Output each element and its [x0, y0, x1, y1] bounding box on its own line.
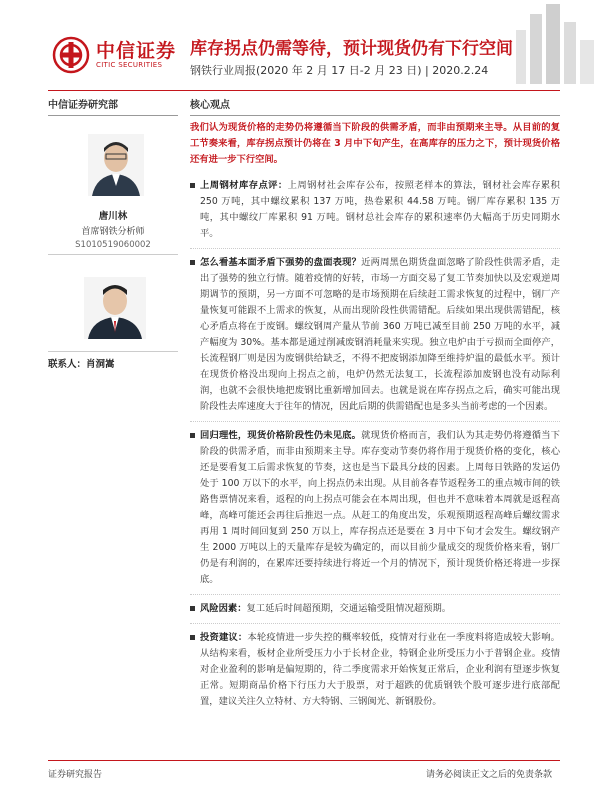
bullet-icon: [190, 183, 195, 188]
core-view-text: 我们认为现货价格的走势仍将遵循当下阶段的供需矛盾，而非由预期来主导。从目前的复工节奏来看，库存拐点预计仍将在 3 月中下旬产生，在高库存的压力之下，预计现货价格还有进一步下行空间。: [190, 122, 560, 165]
section-body: 就现货价格而言，我们认为其走势仍将遵循当下阶段的供需矛盾，而非由预期来主导。库存变动节奏仍将作用于现货价格的变化，核心还是要看复工后需求恢复的节奏，这也是当下最具分歧的因素。上周每日铁路的发运仍处于 100 万以下的水平，向上拐点仍未出现。从目前各春节返程务工的重点城市间的铁路售票情况来看，返程的向上拐点可能会在本周出现，但也并不意味着本周就是返程高峰，高峰可能还会再往后推迟一点。从赶工的角度出发，乐观预期返程高峰后螺纹需求再用 1 周时间回复到 250 万以上，库存拐点还是要在 3 月中下旬才会发生。螺纹钢产生 2000 万吨以上的天量库存是较为确定的，而以目前少量成交的现货价格来看，钢厂仍是有利润的，在累库还要持续进行将近一个月的情况下，预计现货价格还将进一步探底。: [200, 430, 560, 585]
section-inventory-review: [190, 178, 560, 242]
header-city-graphic: [508, 0, 600, 84]
footer-divider: [48, 760, 560, 761]
section-body: 本轮疫情进一步失控的概率较低，疫情对行业在一季度料将造成较大影响。从结构来看，板材企业所受压力小于长材企业，特钢企业所受压力小于普钢企业。疫情对企业盈利的影响是偏短期的，待二季度需求开始恢复正常后，企业利润有望逐步恢复正常。短期商品价格下行压力大于股票，对于超跌的优质钢铁个股可逐步进行底部配置，建议关注久立特材、方大特钢、三钢闽光、新钢股份。: [200, 632, 560, 707]
footer-report-type: 证券研究报告: [48, 770, 103, 780]
section-spot-price: [190, 421, 560, 588]
section-heading: 投资建议：: [200, 632, 248, 643]
logo-english-name: CITIC SECURITIES: [96, 61, 163, 69]
bullet-icon: [190, 606, 195, 611]
bullet-icon: [190, 635, 195, 640]
section-market-performance: [190, 248, 560, 415]
section-heading: 风险因素：: [200, 603, 247, 614]
citic-logo: [52, 34, 202, 80]
section-investment-advice: [190, 623, 560, 710]
section-heading: 回归理性，现货价格阶段性仍未见底。: [200, 430, 362, 441]
main-content: [190, 96, 560, 710]
sidebar: [48, 96, 178, 370]
logo-chinese-name: 中信证券: [96, 40, 177, 62]
section-heading: 怎么看基本面矛盾下强势的盘面表现？: [200, 257, 362, 268]
contact-photo: [84, 277, 146, 339]
section-body: 复工延后时间超预期，交通运输受阻情况超预期。: [246, 603, 452, 614]
analyst-name: 唐川林: [98, 211, 128, 222]
section-body: 上周钢材社会库存公布，按照老样本的算法，钢材社会库存累积 250 万吨，其中螺纹累积 137 万吨，热卷累积 44.58 万吨。钢厂库存累积 135 万吨，其中螺纹厂库累积 91 万吨。钢材总社会库存的累积速率仍大幅高于历史同期水平。: [200, 180, 560, 239]
section-heading: 上周钢材库存点评：: [200, 180, 288, 191]
footer-disclaimer-notice: 请务必阅读正文之后的免责条款: [425, 770, 552, 780]
analyst-photo: [88, 134, 144, 196]
report-title: 库存拐点仍需等待，预计现货仍有下行空间: [190, 39, 513, 59]
section-body: 近两周黑色期货盘面忽略了阶段性供需矛盾，走出了强势的独立行情。随着疫情的好转，市场一方面交易了复工节奏加快以及宏观逆周期调节的预期，另一方面不可忽略的是市场预期在后续赶工需求恢复的过程中，钢厂产量恢复可能跟不上需求的恢复，从而出现阶段性供需错配。后续如果出现供需错配，核心矛盾点将在于废钢。螺纹钢周产量从节前 360 万吨已减至目前 250 万吨的水平，减产幅度为 30%。基本都是通过削减废钢消耗量来实现。独立电炉由于亏损而全面停产，长流程钢厂则是因为废钢供给缺乏，不得不把废钢添加降至维持炉温的最低水平。预计在现货价格没出现向上拐点之前，电炉仍然无法复工，长流程添加废钢也没有动际利润，也就不会很快地把废钢比重新增加回去。也就是说在库存拐点之后，确实可能出现阶段性去库速度大于往年的情况，因此后期的供需错配也是多头当前考虑的一个因素。: [200, 257, 560, 412]
bullet-icon: [190, 260, 195, 265]
section-risk-factors: [190, 594, 560, 617]
research-dept-label: 中信证券研究部: [48, 96, 178, 116]
analyst-title: 首席钢铁分析师: [81, 227, 145, 237]
core-view-heading: 核心观点: [190, 96, 560, 116]
contact-person: 联系人：肖洞嵩: [48, 351, 178, 370]
report-subtitle: 钢铁行业周报(2020 年 2 月 17 日-2 月 23 日) | 2020.2.24: [190, 64, 489, 77]
citic-emblem-icon: [52, 36, 90, 74]
bullet-icon: [190, 433, 195, 438]
analyst-license-id: S1010519060002: [48, 240, 178, 255]
header-divider: [48, 90, 560, 91]
